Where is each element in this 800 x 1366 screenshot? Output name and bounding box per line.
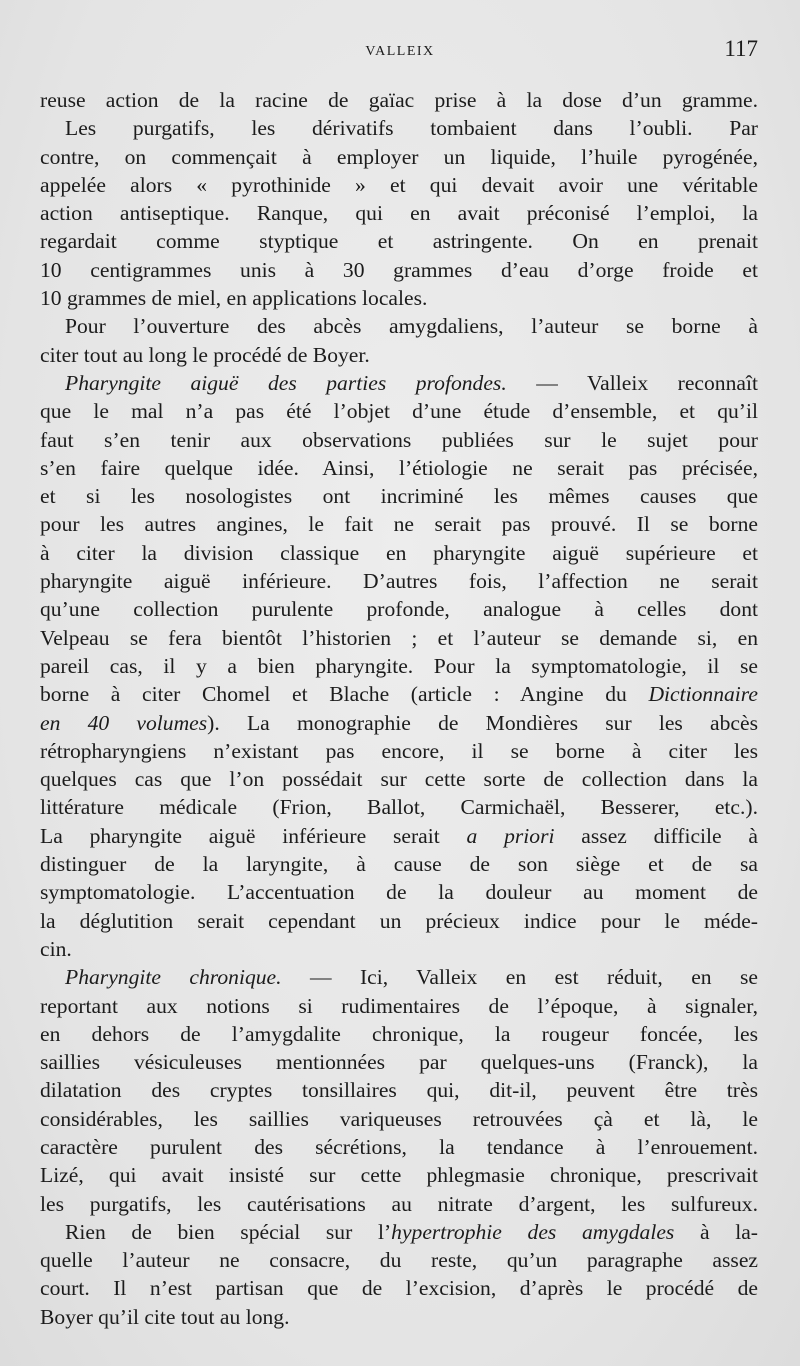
italic-text-segment: en 40 volumes — [40, 710, 208, 735]
text-line — [40, 567, 758, 595]
text-segment: contre, on commençait à employer un liquide, l’huile pyrogénée, — [40, 144, 758, 169]
running-head-title: VALLEIX — [365, 44, 435, 59]
text-segment: littérature médicale (Frion, Ballot, Carmichaël, Besserer, etc.). — [40, 795, 758, 820]
text-segment: dilatation des cryptes tonsillaires qui, dit-il, peuvent être très — [40, 1078, 758, 1103]
italic-text-segment: Pharyngite chronique. — [65, 965, 282, 990]
text-line — [40, 539, 758, 567]
text-segment: quelques cas que l’on possédait sur cette sorte de collection dans la — [40, 767, 758, 792]
text-segment: s’en faire quelque idée. Ainsi, l’étiologie ne serait pas précisée, — [40, 455, 758, 480]
text-line — [40, 595, 758, 623]
text-segment: reuse action de la racine de gaïac prise à la dose d’un gramme. — [40, 88, 758, 112]
italic-text-segment: a priori — [466, 823, 555, 848]
text-line — [40, 1161, 758, 1189]
text-line — [40, 765, 758, 793]
text-segment: caractère purulent des sécrétions, la tendance à l’enrouement. — [40, 1134, 758, 1159]
text-line — [40, 1020, 758, 1048]
text-line — [40, 1076, 758, 1104]
text-segment: à la- — [674, 1219, 758, 1244]
text-segment: Velpeau se fera bientôt l’historien ; et l’auteur se demande si, en — [40, 625, 758, 650]
text-segment: pharyngite aiguë inférieure. D’autres fois, l’affection ne serait — [40, 569, 758, 594]
text-line — [40, 86, 758, 114]
italic-text-segment: Dictionnaire — [648, 682, 758, 707]
text-line — [40, 709, 758, 737]
text-line — [40, 1246, 758, 1274]
text-line — [40, 397, 758, 425]
text-segment: Les purgatifs, les dérivatifs tombaient dans l’oubli. Par — [65, 116, 758, 141]
text-segment: pareil cas, il y a bien pharyngite. Pour la symptomatologie, il se — [40, 653, 758, 678]
text-line — [40, 1133, 758, 1161]
text-line — [40, 907, 758, 935]
text-segment: que le mal n’a pas été l’objet d’une étude d’ensemble, et qu’il — [40, 399, 758, 424]
text-line — [40, 171, 758, 199]
text-line — [40, 1190, 758, 1218]
italic-text-segment: hypertrophie des amygdales — [391, 1219, 675, 1244]
text-segment: La pharyngite aiguë inférieure serait — [40, 823, 467, 848]
text-segment: regardait comme styptique et astringente. On en prenait — [40, 229, 758, 254]
text-segment: cin. — [40, 936, 72, 961]
text-line — [40, 1303, 758, 1331]
body-text — [40, 86, 758, 1331]
text-segment: rétropharyngiens n’existant pas encore, il se borne à citer les — [40, 738, 758, 763]
text-line — [40, 850, 758, 878]
text-segment: et si les nosologistes ont incriminé les mêmes causes que — [40, 484, 758, 509]
text-segment: Rien de bien spécial sur l’ — [65, 1219, 392, 1244]
text-line — [40, 822, 758, 850]
text-line — [40, 454, 758, 482]
text-segment: Lizé, qui avait insisté sur cette phlegmasie chronique, prescrivait — [40, 1163, 758, 1188]
text-line — [40, 737, 758, 765]
text-segment: faut s’en tenir aux observations publiées sur le sujet pour — [40, 427, 758, 452]
text-segment: reportant aux notions si rudimentaires de l’époque, à signaler, — [40, 993, 758, 1018]
text-line — [40, 482, 758, 510]
text-line — [40, 963, 758, 991]
text-line — [40, 143, 758, 171]
text-segment: saillies vésiculeuses mentionnées par quelques-uns (Franck), la — [40, 1050, 758, 1075]
text-segment: court. Il n’est partisan que de l’excision, d’après le procédé de — [40, 1276, 758, 1301]
text-line — [40, 114, 758, 142]
text-line — [40, 284, 758, 312]
text-segment: citer tout au long le procédé de Boyer. — [40, 342, 370, 367]
text-line — [40, 624, 758, 652]
text-line — [40, 1048, 758, 1076]
text-segment: ). La monographie de Mondières sur les abcès — [207, 710, 758, 735]
text-line — [40, 199, 758, 227]
italic-text-segment: Pharyngite aiguë des parties profondes. — [65, 370, 507, 395]
text-line — [40, 227, 758, 255]
text-segment: symptomatologie. L’accentuation de la douleur au moment de — [40, 880, 758, 905]
text-line — [40, 426, 758, 454]
text-segment: appelée alors « pyrothinide » et qui devait avoir une véritable — [40, 172, 758, 197]
text-segment: pour les autres angines, le fait ne serait pas prouvé. Il se borne — [40, 512, 758, 537]
running-head — [0, 36, 800, 70]
text-segment: à citer la division classique en pharyngite aiguë supérieure et — [40, 540, 758, 565]
text-segment: 10 grammes de miel, en applications locales. — [40, 286, 428, 311]
text-line — [40, 341, 758, 369]
text-line — [40, 1274, 758, 1302]
text-segment: borne à citer Chomel et Blache (article : Angine du — [40, 682, 649, 707]
text-segment: action antiseptique. Ranque, qui en avait préconisé l’emploi, la — [40, 201, 758, 226]
text-line — [40, 878, 758, 906]
text-segment: qu’une collection purulente profonde, analogue à celles dont — [40, 597, 758, 622]
text-segment: les purgatifs, les cautérisations au nitrate d’argent, les sulfureux. — [40, 1191, 758, 1216]
text-segment: distinguer de la laryngite, à cause de son siège et de sa — [40, 852, 758, 877]
text-line — [40, 1218, 758, 1246]
text-line — [40, 680, 758, 708]
text-segment: 10 centigrammes unis à 30 grammes d’eau d’orge froide et — [40, 257, 758, 282]
text-line — [40, 256, 758, 284]
text-line — [40, 312, 758, 340]
text-segment: Boyer qu’il cite tout au long. — [40, 1304, 290, 1329]
text-line — [40, 992, 758, 1020]
text-segment: assez difficile à — [554, 823, 758, 848]
text-line — [40, 369, 758, 397]
text-segment: considérables, les saillies variqueuses retrouvées çà et là, le — [40, 1106, 758, 1131]
text-line — [40, 793, 758, 821]
text-segment: en dehors de l’amygdalite chronique, la rougeur foncée, les — [40, 1021, 758, 1046]
text-line — [40, 510, 758, 538]
text-segment: la déglutition serait cependant un précieux indice pour le méde- — [40, 908, 758, 933]
text-segment: — Valleix reconnaît — [506, 370, 758, 395]
text-segment: quelle l’auteur ne consacre, du reste, qu’un paragraphe assez — [40, 1248, 758, 1273]
page-number: 117 — [724, 36, 758, 61]
text-segment: Pour l’ouverture des abcès amygdaliens, l’auteur se borne à — [65, 314, 758, 339]
text-line — [40, 652, 758, 680]
text-line — [40, 1105, 758, 1133]
text-segment: — Ici, Valleix en est réduit, en se — [281, 965, 758, 990]
text-line — [40, 935, 758, 963]
